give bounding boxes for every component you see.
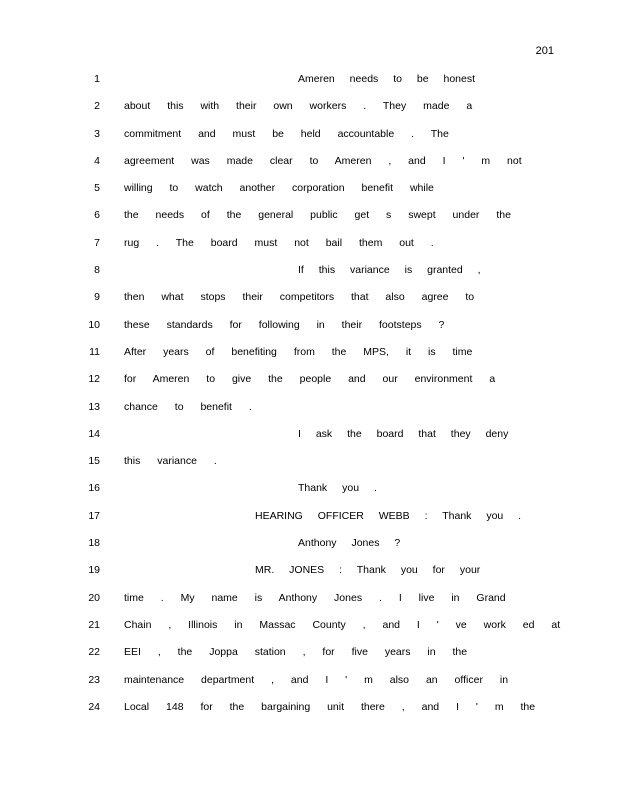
- transcript-line: [0, 454, 618, 481]
- line-number: 24: [88, 700, 100, 713]
- line-number: 18: [88, 537, 100, 550]
- line-text: for Ameren to give the people and our environment a: [124, 373, 496, 386]
- transcript-line: [0, 618, 618, 645]
- transcript-line: [0, 400, 618, 427]
- line-number: 3: [94, 127, 100, 140]
- transcript-body: [0, 72, 618, 727]
- line-text: rug . The board must not bail them out .: [124, 236, 434, 249]
- line-text: Anthony Jones ?: [298, 537, 401, 550]
- line-text: HEARING OFFICER WEBB : Thank you .: [255, 509, 522, 522]
- transcript-line: [0, 154, 618, 181]
- transcript-line: [0, 318, 618, 345]
- transcript-line: [0, 181, 618, 208]
- line-text: these standards for following in their footsteps ?: [124, 318, 445, 331]
- transcript-line: [0, 372, 618, 399]
- line-number: 23: [88, 673, 100, 686]
- line-text: this variance .: [124, 455, 217, 468]
- line-number: 17: [88, 509, 100, 522]
- line-number: 9: [94, 291, 100, 304]
- line-text: commitment and must be held accountable . The: [124, 127, 449, 140]
- transcript-line: [0, 427, 618, 454]
- transcript-line: [0, 290, 618, 317]
- line-text: Chain , Illinois in Massac County , and I ' ve work ed at: [124, 618, 561, 631]
- line-text: Ameren needs to be honest: [298, 73, 476, 85]
- line-text: If this variance is granted ,: [298, 264, 481, 277]
- line-number: 7: [94, 236, 100, 249]
- line-number: 19: [88, 564, 100, 577]
- line-number: 10: [88, 318, 100, 331]
- line-text: then what stops their competitors that also agree to: [124, 291, 475, 304]
- line-number: 2: [94, 100, 100, 113]
- line-text: about this with their own workers . They made a: [124, 100, 473, 113]
- line-text: EEI , the Joppa station , for five years in the: [124, 646, 468, 659]
- line-text: chance to benefit .: [124, 400, 252, 413]
- line-number: 13: [88, 400, 100, 413]
- line-text: Thank you .: [298, 482, 377, 495]
- transcript-line: [0, 563, 618, 590]
- transcript-line: [0, 99, 618, 126]
- line-text: the needs of the general public get s swept under the: [124, 209, 511, 222]
- line-text: Local 148 for the bargaining unit there , and I ' m the: [124, 700, 536, 713]
- line-text: maintenance department , and I ' m also an officer in: [124, 673, 509, 686]
- page-number: 201: [535, 45, 554, 57]
- transcript-line: [0, 591, 618, 618]
- transcript-line: [0, 236, 618, 263]
- transcript-line: [0, 700, 618, 727]
- line-text: MR. JONES : Thank you for your: [255, 564, 481, 577]
- transcript-line: [0, 263, 618, 290]
- line-text: time . My name is Anthony Jones . I live in Grand: [124, 591, 506, 604]
- transcript-line: [0, 673, 618, 700]
- transcript-line: [0, 208, 618, 235]
- line-number: 21: [88, 618, 100, 631]
- line-text: I ask the board that they deny: [298, 427, 509, 440]
- transcript-line: [0, 536, 618, 563]
- line-number: 14: [88, 427, 100, 440]
- line-text: agreement was made clear to Ameren , and I ' m not: [124, 154, 522, 167]
- line-number: 20: [88, 591, 100, 604]
- line-number: 22: [88, 646, 100, 659]
- transcript-line: [0, 72, 618, 99]
- line-text: willing to watch another corporation benefit while: [124, 182, 434, 195]
- line-number: 5: [94, 182, 100, 195]
- transcript-line: [0, 509, 618, 536]
- line-text: After years of benefiting from the MPS, it is time: [124, 345, 473, 358]
- transcript-line: [0, 345, 618, 372]
- transcript-line: [0, 645, 618, 672]
- line-number: 11: [89, 345, 100, 358]
- transcript-line: [0, 127, 618, 154]
- line-number: 6: [94, 209, 100, 222]
- transcript-line: [0, 481, 618, 508]
- line-number: 8: [94, 264, 100, 277]
- line-number: 1: [94, 73, 100, 85]
- line-number: 16: [88, 482, 100, 495]
- line-number: 12: [88, 373, 100, 386]
- line-number: 15: [88, 455, 100, 468]
- line-number: 4: [94, 154, 100, 167]
